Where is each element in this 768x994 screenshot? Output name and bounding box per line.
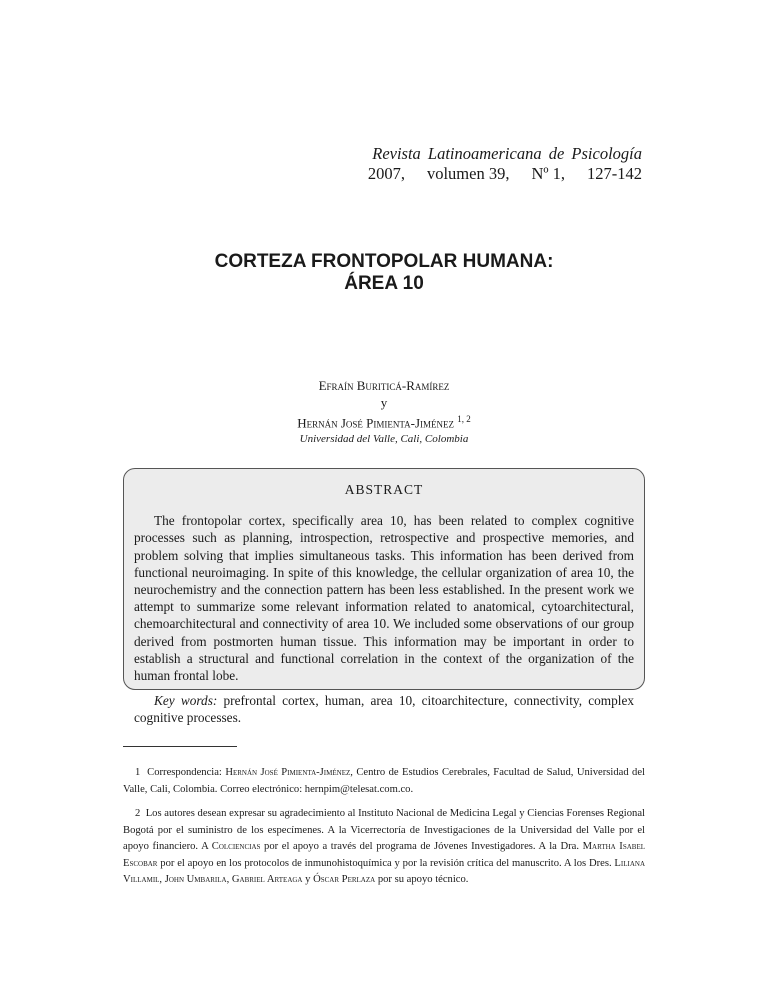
title-line-2: ÁREA 10 [344,273,424,294]
footnote-number: 2 [135,808,141,819]
footnote-text: por su apoyo técnico. [375,874,469,885]
journal-header [368,144,642,184]
abstract-text: The frontopolar cortex, specifically area 10, has been related to complex cognitive processes such as planning, introspection, retrospective and prospective memories, and problem solving that implies simultaneous tasks. This information has been derived from functional neuroimaging. In spite of this knowledge, the cellular organization of area 10, the neurochemistry and the connection pattern has been less established. In the present work we attempt to summarize some relevant information related to anatomical, cytoarchitectural, chemoarchitectural and connectivity of area 10. We included some observations of our group derived from postmorten human tissue. This information may be important in order to establish a structural and functional correlation in the context of the organization of the human frontal lobe. [134,513,634,684]
volume: volumen 39, [426,164,510,183]
author-conjunction: y [380,395,388,410]
year: 2007, [367,164,405,183]
footnote-number: 1 [135,767,141,778]
issue-number: Nº 1, [531,164,565,183]
footnote-text: por el apoyo en los protocolos de inmunohistoquímica y por la revisión crítica del manuscrito. A los Dres. [157,857,615,869]
article-title [0,251,768,295]
abstract-heading: ABSTRACT [344,482,424,497]
footnote-text: Correspondencia: [147,767,226,778]
footnote-text: y [302,874,314,885]
footnote-1 [123,765,645,798]
footnote-text: por el apoyo a través del programa de Jóvenes Investigadores. A la Dra. [260,841,583,852]
footnote-text: Los autores desean expresar su agradecimiento al Instituto Nacional de Medicina Legal y Ciencias Forenses Regional Bogotá por el suministro de los especímenes. A la Vicerrectoría de Investigaciones de la Universidad del Valle por el apoyo financiero. A [123,808,645,852]
footnote-name: Liliana Villamil, John Umbarila, Gabriel Arteaga [123,857,645,885]
footnote-name: Martha Isabel Escobar [123,841,645,869]
authors [0,377,768,448]
author-1: Efraín Buriticá-Ramírez [318,378,450,393]
footnote-2 [123,806,645,889]
journal-issue [368,164,642,184]
footnote-divider [123,746,237,747]
keywords-text: prefrontal cortex, human, area 10, citoarchitecture, connectivity, complex cognitive processes. [134,693,634,726]
footnote-name: Colciencias [211,841,261,852]
pages: 127-142 [587,164,642,183]
footnote-text: , Centro de Estudios Cerebrales, Facultad de Salud, Universidad del Valle, Cali, Colombia. Correo electrónico: hernpim@telesat.com.co. [123,767,645,795]
journal-name: Revista Latinoamericana de Psicología [372,144,642,163]
keywords [134,692,634,726]
keywords-label: Key words: [154,693,218,709]
footnote-name: Hernán José Pimienta-Jiménez [225,767,351,778]
author-2: Hernán José Pimienta-Jiménez [297,415,455,431]
author-2-footnote-ref: 1, 2 [457,414,471,424]
title-line-1: CORTEZA FRONTOPOLAR HUMANA: [214,251,554,272]
abstract-box [123,468,645,726]
footnote-name: Óscar Perlaza [313,874,376,885]
affiliation: Universidad del Valle, Cali, Colombia [299,433,469,446]
